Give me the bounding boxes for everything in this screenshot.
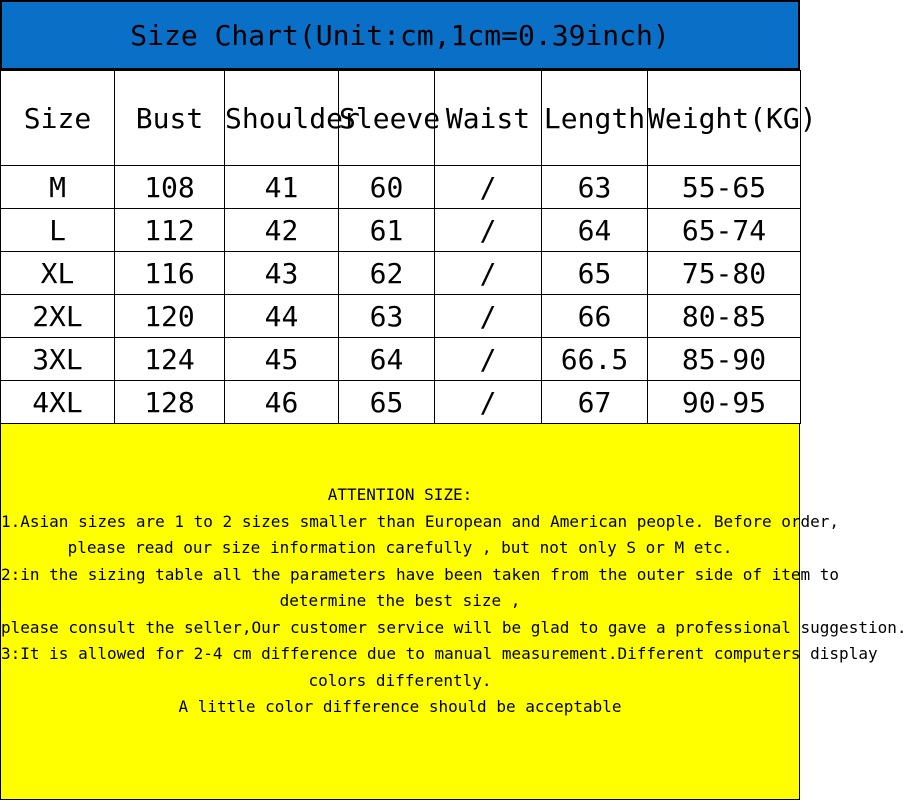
cell-shoulder: 44 [225,295,339,338]
header-weight: Weight(KG) [648,71,801,166]
chart-title: Size Chart(Unit:cm,1cm=0.39inch) [0,0,800,70]
cell-bust: 124 [115,338,225,381]
notes-line: colors differently. [308,670,492,690]
attention-notes [0,423,906,800]
cell-length: 63 [542,166,648,209]
notes-line: 3:It is allowed for 2-4 cm difference due to manual measurement.Different computers display [1,644,878,663]
cell-size: 4XL [1,381,115,424]
cell-size: M [1,166,115,209]
cell-weight: 75-80 [648,252,801,295]
cell-weight: 80-85 [648,295,801,338]
header-length: Length [542,71,648,166]
cell-waist: / [435,166,542,209]
cell-waist: / [435,338,542,381]
header-waist: Waist [435,71,542,166]
table-row [1,166,801,209]
table-row [1,252,801,295]
table-header-row [1,71,801,166]
cell-bust: 120 [115,295,225,338]
table-row [1,338,801,381]
cell-length: 64 [542,209,648,252]
cell-sleeve: 62 [339,252,435,295]
cell-waist: / [435,381,542,424]
notes-line: A little color difference should be acceptable [178,697,622,716]
notes-line: please read our size information carefully , but not only S or M etc. [67,538,733,557]
cell-shoulder: 43 [225,252,339,295]
cell-length: 66 [542,295,648,338]
cell-bust: 108 [115,166,225,209]
cell-sleeve: 65 [339,381,435,424]
cell-waist: / [435,209,542,252]
cell-weight: 85-90 [648,338,801,381]
cell-shoulder: 42 [225,209,339,252]
notes-line: 1.Asian sizes are 1 to 2 sizes smaller than European and American people. Before order, [1,511,840,531]
cell-waist: / [435,295,542,338]
header-size: Size [1,71,115,166]
cell-bust: 116 [115,252,225,295]
cell-weight: 55-65 [648,166,801,209]
cell-weight: 65-74 [648,209,801,252]
header-sleeve: Sleeve [339,71,435,166]
cell-length: 66.5 [542,338,648,381]
cell-shoulder: 41 [225,166,339,209]
cell-sleeve: 60 [339,166,435,209]
notes-line: please consult the seller,Our customer service will be glad to gave a professional suggestion. [1,617,906,637]
table-body [1,166,801,424]
size-table [0,70,817,424]
header-shoulder: Shoulder [225,71,339,166]
cell-size: L [1,209,115,252]
cell-size: 2XL [1,295,115,338]
cell-waist: / [435,252,542,295]
cell-sleeve: 61 [339,209,435,252]
cell-sleeve: 63 [339,295,435,338]
cell-size: 3XL [1,338,115,381]
cell-size: XL [1,252,115,295]
notes-heading: ATTENTION SIZE: [327,485,473,504]
table-row [1,209,801,252]
cell-weight: 90-95 [648,381,801,424]
cell-sleeve: 64 [339,338,435,381]
cell-bust: 128 [115,381,225,424]
cell-length: 67 [542,381,648,424]
cell-bust: 112 [115,209,225,252]
table-row [1,381,801,424]
notes-line: determine the best size , [279,591,521,610]
table-row [1,295,801,338]
header-bust: Bust [115,71,225,166]
cell-shoulder: 45 [225,338,339,381]
notes-line: 2:in the sizing table all the parameters have been taken from the outer side of item to [1,564,840,584]
cell-length: 65 [542,252,648,295]
cell-shoulder: 46 [225,381,339,424]
